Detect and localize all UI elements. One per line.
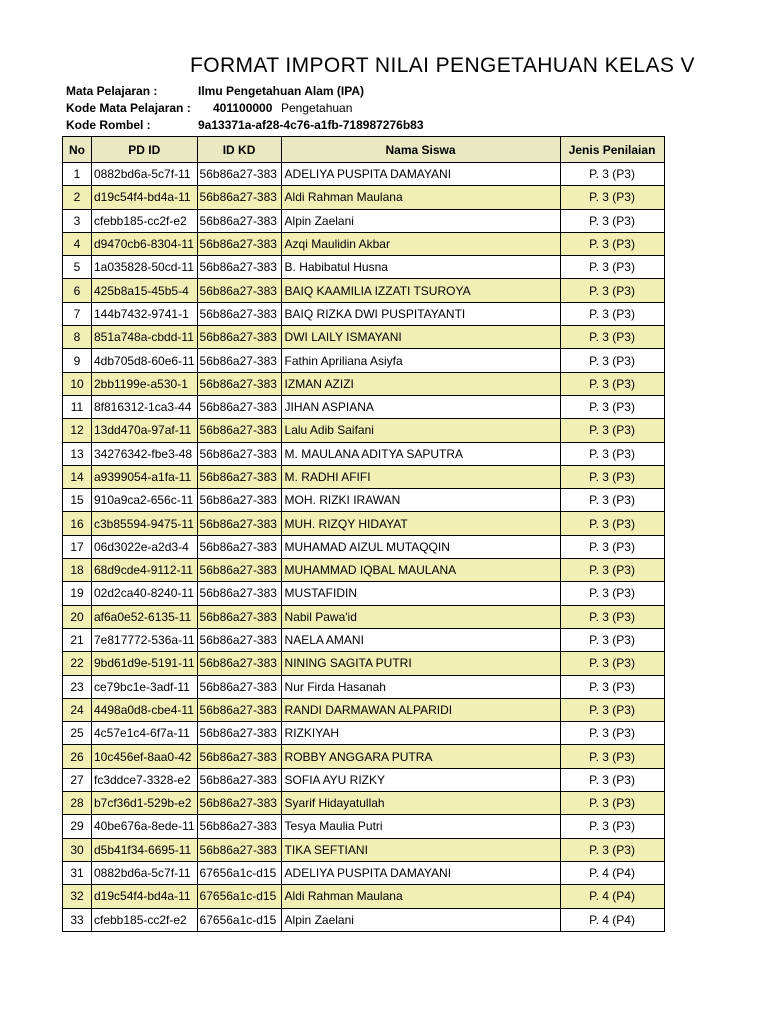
table-row[interactable] [63,675,665,698]
table-row[interactable] [63,535,665,558]
table-row[interactable] [63,489,665,512]
cell-pd-id[interactable]: 7e817772-536a-11 [92,628,198,651]
cell-id-kd[interactable]: 56b86a27-383 [197,838,281,861]
cell-pd-id[interactable]: 851a748a-cbdd-11 [92,326,198,349]
cell-nama-siswa[interactable]: TIKA SEFTIANI [281,838,560,861]
cell-id-kd[interactable]: 56b86a27-383 [197,395,281,418]
cell-pd-id[interactable]: 34276342-fbe3-48 [92,442,198,465]
cell-nama-siswa[interactable]: Syarif Hidayatullah [281,792,560,815]
cell-no[interactable]: 26 [63,745,92,768]
cell-nama-siswa[interactable]: DWI LAILY ISMAYANI [281,326,560,349]
cell-no[interactable]: 24 [63,698,92,721]
document-title-text: FORMAT IMPORT NILAI PENGETAHUAN KELAS V [190,56,695,77]
cell-jenis-penilaian[interactable]: P. 4 (P4) [560,885,664,908]
cell-jenis-penilaian[interactable]: P. 3 (P3) [560,628,664,651]
cell-pd-id[interactable]: 2bb1199e-a530-1 [92,372,198,395]
cell-nama-siswa[interactable]: Nur Firda Hasanah [281,675,560,698]
student-grade-table [62,136,665,932]
table-row[interactable] [63,419,665,442]
cell-nama-siswa[interactable]: Aldi Rahman Maulana [281,885,560,908]
cell-no[interactable]: 31 [63,861,92,884]
cell-jenis-penilaian[interactable]: P. 3 (P3) [560,698,664,721]
mata-pelajaran-value: Ilmu Pengetahuan Alam (IPA) [198,84,365,98]
cell-id-kd[interactable]: 56b86a27-383 [197,792,281,815]
table-row[interactable] [63,302,665,325]
table-row[interactable] [63,465,665,488]
cell-nama-siswa[interactable]: Azqi Maulidin Akbar [281,232,560,255]
kode-mapel-desc: Pengetahuan [281,101,353,115]
cell-id-kd[interactable]: 56b86a27-383 [197,465,281,488]
cell-pd-id[interactable]: ce79bc1e-3adf-11 [92,675,198,698]
table-body [63,163,665,932]
table-header-row [63,137,665,163]
cell-no[interactable]: 27 [63,768,92,791]
cell-id-kd[interactable]: 56b86a27-383 [197,535,281,558]
cell-pd-id[interactable]: 02d2ca40-8240-11 [92,582,198,605]
table-row[interactable] [63,838,665,861]
cell-nama-siswa[interactable]: JIHAN ASPIANA [281,395,560,418]
cell-no[interactable]: 3 [63,209,92,232]
cell-no[interactable]: 7 [63,302,92,325]
cell-pd-id[interactable]: 425b8a15-45b5-4 [92,279,198,302]
cell-no[interactable]: 8 [63,326,92,349]
table-row[interactable] [63,652,665,675]
table-row[interactable] [63,349,665,372]
cell-nama-siswa[interactable]: Lalu Adib Saifani [281,419,560,442]
cell-id-kd[interactable]: 56b86a27-383 [197,768,281,791]
cell-id-kd[interactable]: 56b86a27-383 [197,419,281,442]
cell-no[interactable]: 4 [63,232,92,255]
cell-jenis-penilaian[interactable]: P. 3 (P3) [560,605,664,628]
cell-jenis-penilaian[interactable]: P. 3 (P3) [560,489,664,512]
cell-jenis-penilaian[interactable]: P. 4 (P4) [560,908,664,931]
cell-jenis-penilaian[interactable]: P. 3 (P3) [560,815,664,838]
cell-pd-id[interactable]: 13dd470a-97af-11 [92,419,198,442]
cell-id-kd[interactable]: 56b86a27-383 [197,675,281,698]
cell-nama-siswa[interactable]: BAIQ RIZKA DWI PUSPITAYANTI [281,302,560,325]
cell-no[interactable]: 13 [63,442,92,465]
cell-jenis-penilaian[interactable]: P. 3 (P3) [560,535,664,558]
cell-pd-id[interactable]: 1a035828-50cd-11 [92,256,198,279]
cell-pd-id[interactable]: d19c54f4-bd4a-11 [92,885,198,908]
cell-no[interactable]: 28 [63,792,92,815]
cell-no[interactable]: 22 [63,652,92,675]
cell-jenis-penilaian[interactable]: P. 3 (P3) [560,232,664,255]
cell-jenis-penilaian[interactable]: P. 3 (P3) [560,559,664,582]
cell-pd-id[interactable]: 144b7432-9741-1 [92,302,198,325]
cell-jenis-penilaian[interactable]: P. 3 (P3) [560,395,664,418]
cell-no[interactable]: 30 [63,838,92,861]
cell-nama-siswa[interactable]: Alpin Zaelani [281,908,560,931]
cell-id-kd[interactable]: 56b86a27-383 [197,628,281,651]
cell-nama-siswa[interactable]: RIZKIYAH [281,722,560,745]
cell-pd-id[interactable]: b7cf36d1-529b-e2 [92,792,198,815]
cell-pd-id[interactable]: 10c456ef-8aa0-42 [92,745,198,768]
cell-jenis-penilaian[interactable]: P. 3 (P3) [560,209,664,232]
cell-pd-id[interactable]: a9399054-a1fa-11 [92,465,198,488]
table-row[interactable] [63,512,665,535]
table-row[interactable] [63,722,665,745]
cell-no[interactable]: 11 [63,395,92,418]
cell-id-kd[interactable]: 56b86a27-383 [197,559,281,582]
cell-id-kd[interactable]: 56b86a27-383 [197,652,281,675]
kode-rombel-label: Kode Rombel : [66,118,151,132]
cell-id-kd[interactable]: 56b86a27-383 [197,349,281,372]
cell-no[interactable]: 18 [63,559,92,582]
column-header-no: No [63,137,92,163]
cell-nama-siswa[interactable]: MUH. RIZQY HIDAYAT [281,512,560,535]
cell-nama-siswa[interactable]: MUHAMMAD IQBAL MAULANA [281,559,560,582]
cell-pd-id[interactable]: af6a0e52-6135-11 [92,605,198,628]
cell-no[interactable]: 15 [63,489,92,512]
table-row[interactable] [63,885,665,908]
cell-id-kd[interactable]: 56b86a27-383 [197,582,281,605]
cell-pd-id[interactable]: 0882bd6a-5c7f-11 [92,861,198,884]
cell-pd-id[interactable]: c3b85594-9475-11 [92,512,198,535]
cell-no[interactable]: 5 [63,256,92,279]
table-row[interactable] [63,768,665,791]
cell-nama-siswa[interactable]: MOH. RIZKI IRAWAN [281,489,560,512]
cell-id-kd[interactable]: 56b86a27-383 [197,442,281,465]
cell-jenis-penilaian[interactable]: P. 3 (P3) [560,582,664,605]
cell-pd-id[interactable]: cfebb185-cc2f-e2 [92,209,198,232]
column-header-pd-id: PD ID [92,137,198,163]
column-header-jenis-penilaian: Jenis Penilaian [560,137,664,163]
table-row[interactable] [63,908,665,931]
cell-jenis-penilaian[interactable]: P. 3 (P3) [560,326,664,349]
cell-no[interactable]: 19 [63,582,92,605]
cell-jenis-penilaian[interactable]: P. 3 (P3) [560,279,664,302]
cell-id-kd[interactable]: 56b86a27-383 [197,489,281,512]
table-row[interactable] [63,372,665,395]
table-row[interactable] [63,442,665,465]
cell-no[interactable]: 6 [63,279,92,302]
cell-id-kd[interactable]: 67656a1c-d15 [197,908,281,931]
cell-pd-id[interactable]: 40be676a-8ede-11 [92,815,198,838]
table-row[interactable] [63,395,665,418]
cell-nama-siswa[interactable]: ADELIYA PUSPITA DAMAYANI [281,163,560,186]
cell-nama-siswa[interactable]: Alpin Zaelani [281,209,560,232]
cell-nama-siswa[interactable]: NAELA AMANI [281,628,560,651]
cell-id-kd[interactable]: 56b86a27-383 [197,605,281,628]
cell-id-kd[interactable]: 56b86a27-383 [197,163,281,186]
table-row[interactable] [63,232,665,255]
cell-nama-siswa[interactable]: Aldi Rahman Maulana [281,186,560,209]
cell-pd-id[interactable]: 06d3022e-a2d3-4 [92,535,198,558]
cell-pd-id[interactable]: d9470cb6-8304-11 [92,232,198,255]
kode-mapel-label: Kode Mata Pelajaran : [66,101,191,115]
cell-no[interactable]: 1 [63,163,92,186]
cell-jenis-penilaian[interactable]: P. 3 (P3) [560,349,664,372]
cell-id-kd[interactable]: 56b86a27-383 [197,209,281,232]
cell-id-kd[interactable]: 56b86a27-383 [197,722,281,745]
table-row[interactable] [63,792,665,815]
cell-id-kd[interactable]: 56b86a27-383 [197,256,281,279]
kode-mapel-value: 401100000 [213,101,273,115]
cell-nama-siswa[interactable]: B. Habibatul Husna [281,256,560,279]
table-row[interactable] [63,326,665,349]
cell-pd-id[interactable]: 0882bd6a-5c7f-11 [92,163,198,186]
cell-nama-siswa[interactable]: IZMAN AZIZI [281,372,560,395]
cell-pd-id[interactable]: 4db705d8-60e6-11 [92,349,198,372]
cell-jenis-penilaian[interactable]: P. 3 (P3) [560,256,664,279]
cell-jenis-penilaian[interactable]: P. 3 (P3) [560,768,664,791]
cell-no[interactable]: 2 [63,186,92,209]
column-header-id-kd: ID KD [197,137,281,163]
cell-no[interactable]: 12 [63,419,92,442]
cell-jenis-penilaian[interactable]: P. 3 (P3) [560,652,664,675]
cell-nama-siswa[interactable]: BAIQ KAAMILIA IZZATI TSUROYA [281,279,560,302]
cell-nama-siswa[interactable]: M. MAULANA ADITYA SAPUTRA [281,442,560,465]
cell-jenis-penilaian[interactable]: P. 3 (P3) [560,722,664,745]
kode-rombel-value: 9a13371a-af28-4c76-a1fb-718987276b83 [198,118,424,132]
table-row[interactable] [63,186,665,209]
cell-id-kd[interactable]: 56b86a27-383 [197,279,281,302]
cell-id-kd[interactable]: 56b86a27-383 [197,512,281,535]
cell-jenis-penilaian[interactable]: P. 3 (P3) [560,675,664,698]
table-row[interactable] [63,559,665,582]
cell-pd-id[interactable]: fc3ddce7-3328-e2 [92,768,198,791]
cell-id-kd[interactable]: 56b86a27-383 [197,232,281,255]
cell-nama-siswa[interactable]: ADELIYA PUSPITA DAMAYANI [281,861,560,884]
cell-nama-siswa[interactable]: Fathin Apriliana Asiyfa [281,349,560,372]
cell-id-kd[interactable]: 56b86a27-383 [197,815,281,838]
cell-nama-siswa[interactable]: M. RADHI AFIFI [281,465,560,488]
cell-id-kd[interactable]: 56b86a27-383 [197,186,281,209]
cell-jenis-penilaian[interactable]: P. 3 (P3) [560,419,664,442]
cell-jenis-penilaian[interactable]: P. 3 (P3) [560,163,664,186]
cell-id-kd[interactable]: 67656a1c-d15 [197,861,281,884]
cell-jenis-penilaian[interactable]: P. 3 (P3) [560,745,664,768]
table-row[interactable] [63,815,665,838]
cell-nama-siswa[interactable]: ROBBY ANGGARA PUTRA [281,745,560,768]
cell-pd-id[interactable]: d19c54f4-bd4a-11 [92,186,198,209]
table-row[interactable] [63,605,665,628]
cell-pd-id[interactable]: 9bd61d9e-5191-11 [92,652,198,675]
cell-jenis-penilaian[interactable]: P. 3 (P3) [560,186,664,209]
table-row[interactable] [63,861,665,884]
cell-jenis-penilaian[interactable]: P. 3 (P3) [560,302,664,325]
cell-no[interactable]: 23 [63,675,92,698]
cell-id-kd[interactable]: 56b86a27-383 [197,745,281,768]
cell-nama-siswa[interactable]: MUSTAFIDIN [281,582,560,605]
cell-nama-siswa[interactable]: SOFIA AYU RIZKY [281,768,560,791]
table-row[interactable] [63,163,665,186]
table-row[interactable] [63,745,665,768]
cell-jenis-penilaian[interactable]: P. 3 (P3) [560,792,664,815]
cell-pd-id[interactable]: 4c57e1c4-6f7a-11 [92,722,198,745]
table-row[interactable] [63,209,665,232]
cell-pd-id[interactable]: cfebb185-cc2f-e2 [92,908,198,931]
cell-id-kd[interactable]: 56b86a27-383 [197,372,281,395]
cell-no[interactable]: 9 [63,349,92,372]
cell-no[interactable]: 20 [63,605,92,628]
cell-jenis-penilaian[interactable]: P. 3 (P3) [560,442,664,465]
document-title [190,56,768,82]
cell-no[interactable]: 21 [63,628,92,651]
cell-no[interactable]: 14 [63,465,92,488]
cell-nama-siswa[interactable]: MUHAMAD AIZUL MUTAQQIN [281,535,560,558]
cell-no[interactable]: 32 [63,885,92,908]
table-row[interactable] [63,256,665,279]
cell-nama-siswa[interactable]: RANDI DARMAWAN ALPARIDI [281,698,560,721]
cell-no[interactable]: 16 [63,512,92,535]
cell-jenis-penilaian[interactable]: P. 3 (P3) [560,512,664,535]
cell-no[interactable]: 10 [63,372,92,395]
cell-nama-siswa[interactable]: NINING SAGITA PUTRI [281,652,560,675]
cell-pd-id[interactable]: 8f816312-1ca3-44 [92,395,198,418]
cell-nama-siswa[interactable]: Tesya Maulia Putri [281,815,560,838]
table-row[interactable] [63,628,665,651]
table-row[interactable] [63,582,665,605]
cell-no[interactable]: 33 [63,908,92,931]
column-header-nama-siswa: Nama Siswa [281,137,560,163]
cell-id-kd[interactable]: 56b86a27-383 [197,302,281,325]
cell-jenis-penilaian[interactable]: P. 3 (P3) [560,838,664,861]
cell-pd-id[interactable]: d5b41f34-6695-11 [92,838,198,861]
table-row[interactable] [63,279,665,302]
cell-no[interactable]: 25 [63,722,92,745]
cell-nama-siswa[interactable]: Nabil Pawa'id [281,605,560,628]
cell-jenis-penilaian[interactable]: P. 3 (P3) [560,372,664,395]
table-row[interactable] [63,698,665,721]
cell-id-kd[interactable]: 67656a1c-d15 [197,885,281,908]
cell-id-kd[interactable]: 56b86a27-383 [197,698,281,721]
cell-pd-id[interactable]: 4498a0d8-cbe4-11 [92,698,198,721]
cell-id-kd[interactable]: 56b86a27-383 [197,326,281,349]
mata-pelajaran-label: Mata Pelajaran : [66,84,158,98]
cell-no[interactable]: 17 [63,535,92,558]
cell-pd-id[interactable]: 68d9cde4-9112-11 [92,559,198,582]
cell-pd-id[interactable]: 910a9ca2-656c-11 [92,489,198,512]
cell-jenis-penilaian[interactable]: P. 4 (P4) [560,861,664,884]
cell-jenis-penilaian[interactable]: P. 3 (P3) [560,465,664,488]
cell-no[interactable]: 29 [63,815,92,838]
